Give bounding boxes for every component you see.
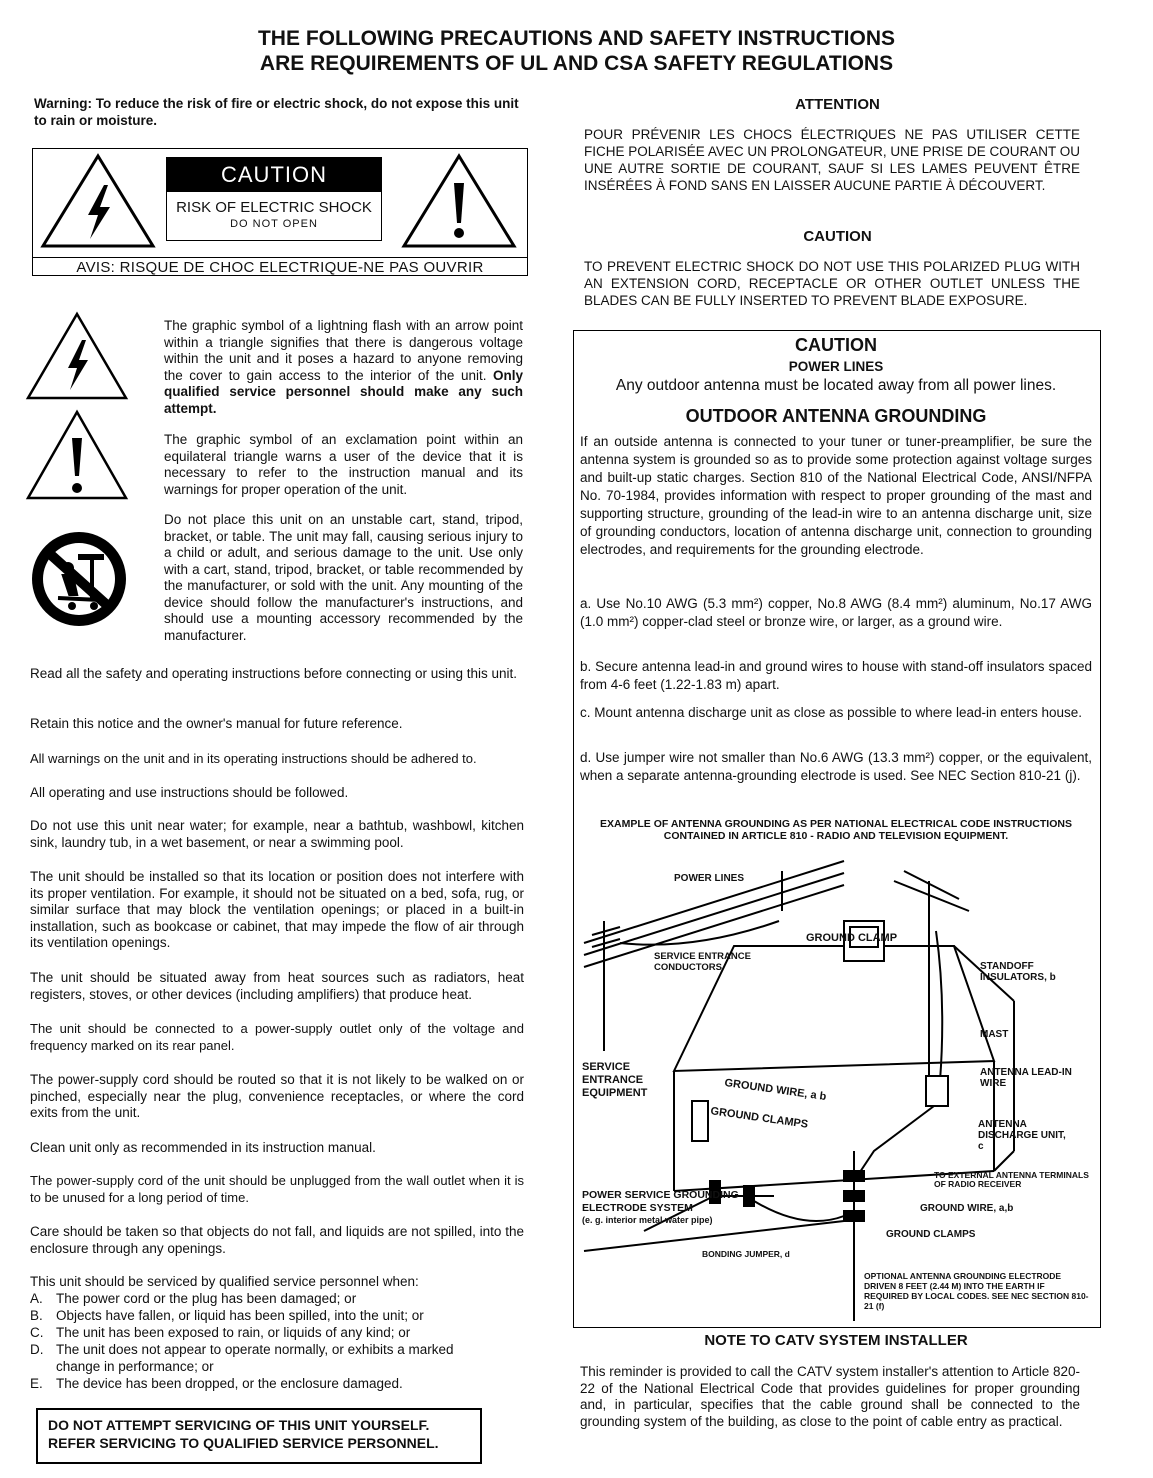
safety-paragraph: Clean unit only as recommended in its instruction manual.: [30, 1140, 376, 1155]
page-title: [0, 26, 1153, 76]
caution-label-box: [32, 148, 528, 276]
list-value: The power cord or the plug has been damaged; or: [56, 1291, 357, 1306]
label-ground-clamps: GROUND CLAMPS: [886, 1229, 976, 1240]
safety-paragraph: The unit should be situated away from heat sources such as radiators, heat registers, stoves, or other devices (including amplifiers) that produce heat.: [30, 970, 524, 1002]
label-power-lines: POWER LINES: [674, 873, 745, 884]
list-value: The unit does not appear to operate normally, or exhibits a marked change in performance; or: [56, 1342, 454, 1374]
safety-paragraph: The power-supply cord of the unit should be unplugged from the wall outlet when it is to be unused for a long period of time.: [30, 1173, 524, 1205]
grounding-item-a: a. Use No.10 AWG (5.3 mm²) copper, No.8 AWG (8.4 mm²) aluminum, No.17 AWG (1.0 mm²) copper-clad steel or bronze wire, or larger, as a ground wire.: [580, 596, 1092, 629]
list-key: A.: [30, 1291, 43, 1306]
list-value: The unit has been exposed to rain, or liquids of any kind; or: [56, 1325, 411, 1340]
list-value: Objects have fallen, or liquid has been spilled, into the unit; or: [56, 1308, 424, 1323]
catv-heading: NOTE TO CATV SYSTEM INSTALLER: [704, 1332, 968, 1349]
lightning-triangle-icon: [38, 151, 158, 251]
label-antenna-discharge: ANTENNA DISCHARGE UNIT, c: [978, 1119, 1066, 1152]
grounding-item-b: b. Secure antenna lead-in and ground wires to house with stand-off insulators spaced from 4-6 feet (1.22-1.83 m) apart.: [580, 659, 1092, 692]
list-key: B.: [30, 1308, 43, 1323]
list-value: The device has been dropped, or the enclosure damaged.: [56, 1376, 403, 1391]
list-key: C.: [30, 1325, 44, 1340]
service-list: [30, 1274, 527, 1391]
grounding-intro-text: If an outside antenna is connected to your tuner or tuner-preamplifier, be sure the antenna system is grounded so as to provide some protection against voltage surges and built-up static charges. Section 810 of the National Electrical Code, ANSI/NFPA No. 70-1984, provides information with respect to proper grounding of the mast and supporting structure, grounding of the lead-in wire to an antenna discharge unit, size of grounding conductors, location of antenna discharge unit, connection to grounding electrodes, and requirements for the grounding electrode.: [580, 434, 1092, 557]
cart-warning-text: Do not place this unit on an unstable cart, stand, tripod, bracket, or table. The unit may fall, causing serious injury to a child or adult, and serious damage to the unit. Use only with a cart, stand, tripod, bracket, or table recommended by the manufacturer, or sold with the unit. Any mounting of the device should follow the manufacturer's instructions, and should use a mounting accessory recommended by the manufacturer.: [164, 512, 523, 643]
safety-paragraph: Care should be taken so that objects do not fall, and liquids are not spilled, into the enclosure through any openings.: [30, 1224, 524, 1256]
lightning-triangle-icon: [24, 310, 130, 402]
warnbox-line-2: REFER SERVICING TO QUALIFIED SERVICE PERSONNEL.: [48, 1435, 439, 1451]
attention-heading: ATTENTION: [795, 96, 880, 113]
no-cart-icon: [30, 530, 128, 628]
caution-divider: [33, 257, 527, 258]
caution-heading: CAUTION: [803, 228, 872, 245]
safety-paragraph: Read all the safety and operating instructions before connecting or using this unit.: [30, 666, 518, 681]
title-line-2: ARE REQUIREMENTS OF UL AND CSA SAFETY REGULATIONS: [259, 52, 894, 75]
label-mast: MAST: [980, 1029, 1009, 1040]
label-ground-wire-ab: GROUND WIRE, a b: [723, 1076, 828, 1104]
power-lines-subheading: POWER LINES: [788, 359, 884, 374]
list-key: D.: [30, 1342, 44, 1357]
grounding-item-c: c. Mount antenna discharge unit as close as possible to where lead-in enters house.: [580, 705, 1083, 720]
label-standoff-insulators: STANDOFF INSULATORS, b: [980, 961, 1056, 983]
warnbox-line-1: DO NOT ATTEMPT SERVICING OF THIS UNIT YOURSELF.: [48, 1417, 430, 1433]
exclamation-triangle-icon: [399, 151, 519, 251]
lightning-description: The graphic symbol of a lightning flash with an arrow point within a triangle signifies that there is dangerous voltage within the unit and it poses a hazard to anyone removing the cover to gain access to the interior of the unit.: [164, 318, 523, 383]
exclamation-triangle-icon: [24, 408, 130, 502]
outdoor-antenna-grounding-heading: OUTDOOR ANTENNA GROUNDING: [685, 406, 987, 426]
warning-text: Warning: To reduce the risk of fire or electric shock, do not expose this unit to rain or moisture.: [34, 96, 519, 128]
away-from-power-lines-text: Any outdoor antenna must be located away from all power lines.: [615, 377, 1057, 394]
caution-label: [166, 157, 382, 241]
list-key: E.: [30, 1376, 43, 1391]
risk-of-shock-text: RISK OF ELECTRIC SHOCK: [176, 199, 372, 216]
do-not-open-text: DO NOT OPEN: [230, 218, 318, 230]
antenna-caution-heading: CAUTION: [795, 335, 877, 355]
safety-paragraph: Retain this notice and the owner's manual for future reference.: [30, 716, 403, 731]
diagram-caption: EXAMPLE OF ANTENNA GROUNDING AS PER NATIONAL ELECTRICAL CODE INSTRUCTIONS CONTAINED IN ARTICLE 810 - RADIO AND TELEVISION EQUIPMENT.: [600, 818, 1072, 842]
grounding-item-d: d. Use jumper wire not smaller than No.6 AWG (13.3 mm²) copper, or the equivalent, when a separate antenna-grounding electrode is used. See NEC Section 810-21 (j).: [580, 750, 1092, 783]
label-antenna-lead-in: ANTENNA LEAD-IN WIRE: [980, 1067, 1072, 1089]
label-ground-clamps-roof: GROUND CLAMPS: [709, 1105, 809, 1131]
label-pipe: (e. g. interior metal water pipe): [582, 1215, 713, 1225]
caution-label-header: CAUTION: [167, 158, 381, 192]
safety-paragraph: All warnings on the unit and in its operating instructions should be adhered to.: [30, 751, 477, 766]
safety-paragraph: All operating and use instructions should be followed.: [30, 785, 349, 800]
label-optional-electrode: OPTIONAL ANTENNA GROUNDING ELECTRODE DRIVEN 8 FEET (2.44 M) INTO THE EARTH IF REQUIRED BY LOCAL CODES. SEE NEC SECTION 810-21 (f): [864, 1271, 1089, 1311]
do-not-service-box: [36, 1408, 482, 1464]
label-ground-clamp: GROUND CLAMP: [806, 932, 898, 944]
safety-paragraph: The power-supply cord should be routed so that it is not likely to be walked on or pinched, especially near the plug, convenience receptacles, or where the cord exits from the unit.: [30, 1072, 524, 1120]
label-service-entrance-equipment: SERVICE ENTRANCE EQUIPMENT: [582, 1061, 648, 1099]
label-to-external: TO EXTERNAL ANTENNA TERMINALS OF RADIO RECEIVER: [934, 1170, 1089, 1189]
avis-text: AVIS: RISQUE DE CHOC ELECTRIQUE-NE PAS OUVRIR: [76, 259, 484, 276]
safety-paragraph: The unit should be connected to a power-supply outlet only of the voltage and frequency marked on its rear panel.: [30, 1021, 524, 1053]
service-intro: This unit should be serviced by qualified service personnel when:: [30, 1274, 419, 1289]
catv-text: This reminder is provided to call the CATV system installer's attention to Article 820-22 of the National Electrical Code that provides guidelines for proper grounding and, in particular, specifies that the cable ground shall be connected to the grounding system of the building, as close to the point of cable entry as practical.: [580, 1364, 1080, 1429]
lightning-bold-note: Only qualified service personnel should make any such attempt.: [164, 367, 523, 416]
attention-text: POUR PRÉVENIR LES CHOCS ÉLECTRIQUES NE PAS UTILISER CETTE FICHE POLARISÉE AVEC UN PROLONGATEUR, UNE PRISE DE COURANT OU UNE AUTRE SORTIE DE COURANT, SAUF SI LES LAMES PEUVENT ÊTRE INSÉRÉES À FOND SANS EN LAISSER AUCUNE PARTIE À DÉCOUVERT.: [584, 127, 1080, 193]
exclamation-symbol-text: The graphic symbol of an exclamation point within an equilateral triangle warns a user of the device that it is necessary to refer to the instruction manual and its warnings for proper operation of the unit.: [164, 432, 523, 497]
title-line-1: THE FOLLOWING PRECAUTIONS AND SAFETY INSTRUCTIONS: [257, 27, 895, 50]
antenna-grounding-box: [573, 330, 1101, 1328]
label-power-service-grounding: POWER SERVICE GROUNDING ELECTRODE SYSTEM: [582, 1189, 739, 1214]
safety-paragraph: Do not use this unit near water; for example, near a bathtub, washbowl, kitchen sink, laundry tub, in a wet basement, or near a swimming pool.: [30, 818, 524, 850]
lightning-symbol-text: [164, 318, 523, 417]
label-bonding-jumper: BONDING JUMPER, d: [702, 1249, 790, 1259]
label-service-entrance-conductors: SERVICE ENTRANCE CONDUCTORS: [654, 951, 751, 973]
caution-plug-text: TO PREVENT ELECTRIC SHOCK DO NOT USE THIS POLARIZED PLUG WITH AN EXTENSION CORD, RECEPTACLE OR OTHER OUTLET UNLESS THE BLADES CAN BE FULLY INSERTED TO PREVENT BLADE EXPOSURE.: [584, 259, 1080, 308]
safety-paragraph: The unit should be installed so that its location or position does not interfere with its proper ventilation. For example, it should not be situated on a bed, sofa, rug, or similar surface that may block the ventilation openings; or placed in a built-in installation, such as bookcase or cabinet, that may impede the flow of air through its ventilation openings.: [30, 869, 524, 950]
label-ground-wire: GROUND WIRE, a,b: [920, 1203, 1014, 1214]
